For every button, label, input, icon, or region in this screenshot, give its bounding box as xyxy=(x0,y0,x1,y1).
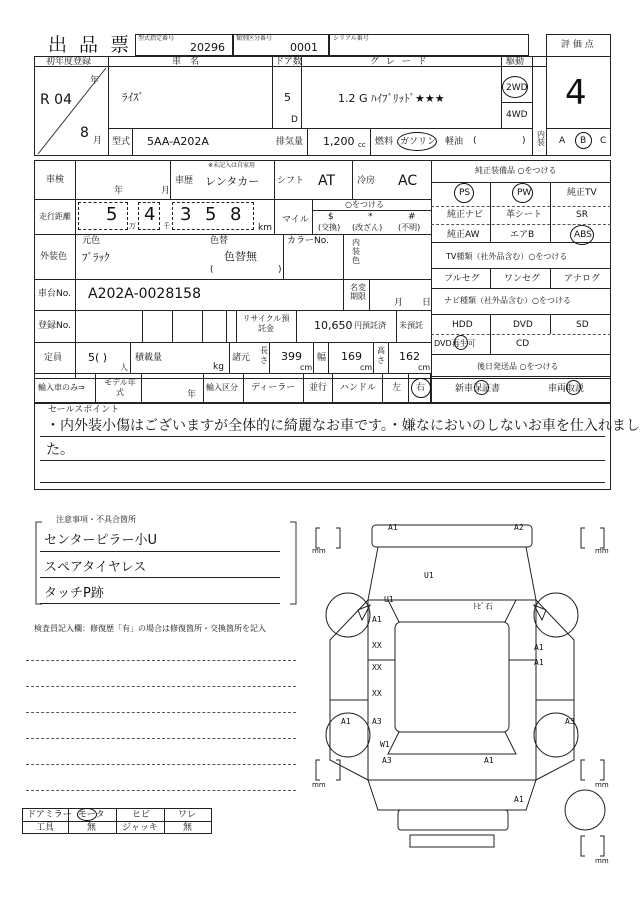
repaint-paren-r: ) xyxy=(278,265,282,275)
equip-pw-circle xyxy=(512,183,533,203)
displacement: 1,200 xyxy=(323,135,355,148)
sales-block xyxy=(34,403,611,490)
class-no: 0001 xyxy=(290,41,318,54)
length-cm: cm xyxy=(300,363,313,372)
name-change-day: 日 xyxy=(422,298,432,308)
navi-sd: SD xyxy=(576,320,589,330)
trunk-shape xyxy=(368,780,536,810)
color-label: 外装色 xyxy=(40,252,68,262)
navi-dvd-play-circle xyxy=(454,335,468,350)
fuel-gasoline: ガソリン xyxy=(400,137,437,147)
mm-label-3: mm xyxy=(312,781,326,789)
acc-broken: ワレ xyxy=(178,810,197,820)
import-dealer: ディーラー xyxy=(251,383,296,393)
inspector-label: 検査員記入欄：修復歴「有」の場合は修復箇所・交換箇所を記入 xyxy=(34,624,266,633)
mm-label-2: mm xyxy=(595,547,609,555)
dims-label: 諸元 xyxy=(232,353,251,363)
capacity-value: 5( ) xyxy=(88,351,108,364)
later-warranty: 新車保証書 xyxy=(455,384,501,394)
mm-label-1: mm xyxy=(312,547,326,555)
later-title: 後日発送品 ○をつける xyxy=(477,362,559,371)
equip-sr: SR xyxy=(576,210,588,220)
acc-tools: 工具 xyxy=(36,823,55,833)
km-unit: km xyxy=(258,223,272,233)
interior-label: 内装 xyxy=(537,130,545,147)
recycle-not: 未預託 xyxy=(399,321,423,330)
width-cm: cm xyxy=(360,363,373,372)
acc-motor-circle xyxy=(77,808,97,821)
door-type: D xyxy=(291,115,298,125)
length-value: 399 xyxy=(281,350,302,363)
grade-value: 4 xyxy=(565,73,587,113)
interior-color-label: 内装色 xyxy=(352,238,360,265)
history-note: ※未記入は自家用 xyxy=(208,162,256,169)
recycle-amount: 10,650 xyxy=(314,319,353,332)
ac-value: AC xyxy=(398,173,418,189)
interior-b: B xyxy=(580,136,587,146)
grade-col-label: グ レ ー ド xyxy=(370,57,429,67)
first-reg-month: 8 xyxy=(80,125,89,141)
serial-label: シリアル番号 xyxy=(333,35,369,42)
acc-door-mirror: ドアミラー xyxy=(27,810,72,820)
odo-exchange: (交換) xyxy=(318,223,341,232)
cc-unit: cc xyxy=(358,141,366,149)
inspection-month-unit: 月 xyxy=(161,186,171,196)
mile-unit: マイル xyxy=(282,215,309,225)
interior-a: A xyxy=(559,136,566,146)
displacement-label: 排気量 xyxy=(276,137,304,147)
recycle-unit: 円預託済 xyxy=(354,321,386,330)
drive-4wd: 4WD xyxy=(506,110,528,120)
sales-line-2: た。 xyxy=(46,442,74,458)
handle-right-circle xyxy=(411,378,431,398)
mark-a1-right-2: A1 xyxy=(534,658,544,667)
handle-left: 左 xyxy=(392,383,402,393)
grade-label: 評 価 点 xyxy=(561,40,594,50)
handle-right: 右 xyxy=(416,383,426,393)
mark-u1-pillar: U1 xyxy=(384,595,394,604)
front-right-wheel xyxy=(534,593,578,637)
form-title: 出 品 票 xyxy=(48,34,133,56)
equip-leather: 革シート xyxy=(506,210,543,220)
drive-label: 駆動 xyxy=(506,57,525,67)
height-cm: cm xyxy=(418,363,431,372)
mark-xx-1: XX xyxy=(372,641,382,650)
person-unit: 人 xyxy=(120,363,128,372)
tv-one-seg: ワンセグ xyxy=(504,274,541,284)
mileage-digit-4: 5 xyxy=(205,204,217,225)
equip-airbag: エアB xyxy=(510,230,535,240)
mark-w1: W1 xyxy=(380,740,390,749)
later-manual: 車両取説 xyxy=(548,384,585,394)
mark-a1-bumper: A1 xyxy=(514,795,524,804)
acc-tools-none: 無 xyxy=(87,823,97,833)
sales-label: セールスポイント xyxy=(48,405,120,415)
mileage-box-1 xyxy=(78,202,128,230)
acc-jack: ジャッキ xyxy=(122,823,158,833)
model-year-label: モデル年式 xyxy=(104,378,136,397)
tv-analog: アナログ xyxy=(564,274,601,284)
first-reg-label: 初年度登録 xyxy=(46,57,92,67)
doors-label: ドア数 xyxy=(275,57,302,67)
tv-title: TV種類（社外品含む）○をつける xyxy=(446,252,568,261)
history-value: レンタカー xyxy=(205,175,260,188)
mm-label-5: mm xyxy=(595,857,609,865)
mark-a3-right: A3 xyxy=(565,717,575,726)
equip-pw: PW xyxy=(517,188,532,198)
navi-dvd: DVD xyxy=(513,320,533,330)
mark-xx-2: XX xyxy=(372,663,382,672)
mark-xx-3: XX xyxy=(372,689,382,698)
equip-std-navi: 純正ナビ xyxy=(447,210,484,220)
odo-hash: # xyxy=(408,212,416,222)
equip-abs: ABS xyxy=(574,230,592,240)
note-item-1: センターピラー小U xyxy=(44,533,157,548)
width-label: 幅 xyxy=(317,353,327,363)
capacity-label: 定員 xyxy=(44,353,63,363)
sales-line-1: ・内外装小傷はございますが全体的に綺麗なお車です。・嫌なにおいのしないお車を仕入れまし xyxy=(46,418,640,434)
mark-a3-left: A3 xyxy=(372,717,382,726)
mark-a1-front: A1 xyxy=(388,523,398,532)
mileage-digit-5: 8 xyxy=(230,204,242,225)
repaint-label: 色替 xyxy=(210,236,229,246)
history-label: 車歴 xyxy=(175,176,194,186)
rear-window-shape xyxy=(388,732,516,754)
mileage-digit-3: 3 xyxy=(180,204,192,225)
reg-no-label: 登録No. xyxy=(38,321,71,331)
inspection-year-unit: 年 xyxy=(114,186,124,196)
import-class-label: 輸入区分 xyxy=(206,383,238,392)
mark-chip: ﾄﾋﾞ石 xyxy=(473,602,493,611)
import-label: 輸入車のみ⇒ xyxy=(38,383,85,392)
equip-ps: PS xyxy=(459,188,471,198)
mark-a1-rear: A1 xyxy=(484,756,494,765)
class-label: 類別区分番号 xyxy=(236,35,273,42)
model-cert-no: 20296 xyxy=(190,41,225,54)
car-name: ﾗｲｽﾞ xyxy=(122,91,144,104)
std-title: 純正装備品 ○をつける xyxy=(475,166,557,175)
fuel-label: 燃料 xyxy=(375,137,394,147)
note-item-3: タッチP跡 xyxy=(44,586,104,601)
roof-shape xyxy=(395,622,509,732)
rear-plate-shape xyxy=(410,835,494,847)
navi-hdd: HDD xyxy=(452,320,473,330)
tv-full-seg: フルセグ xyxy=(444,274,480,284)
grade-name: 1.2 G ﾊｲﾌﾞﾘｯﾄﾞ★★★ xyxy=(338,92,445,105)
model-type: 5AA-A202A xyxy=(147,135,209,148)
shift-value: AT xyxy=(318,173,336,189)
type-label: 型式 xyxy=(112,137,131,147)
model-cert-label: 型式指定番号 xyxy=(138,35,175,42)
inspection-label: 車検 xyxy=(46,175,65,185)
model-year-unit: 年 xyxy=(187,390,197,400)
name-change-label: 名変期限 xyxy=(350,283,366,301)
repaint-paren-l: ( xyxy=(210,265,214,275)
acc-crack: ヒビ xyxy=(132,810,151,820)
mark-a2-front: A2 xyxy=(514,523,524,532)
odo-star: * xyxy=(368,212,373,222)
odo-unknown: (不明) xyxy=(398,223,421,232)
equip-ps-circle xyxy=(454,183,474,203)
later-manual-circle xyxy=(566,380,581,395)
note-item-2: スペアタイヤレス xyxy=(44,560,147,575)
windshield-shape xyxy=(388,600,516,622)
ac-label: 冷房 xyxy=(357,176,376,186)
acc-jack-none: 無 xyxy=(183,823,193,833)
mark-a1-door: A1 xyxy=(372,615,382,624)
length-label: 長さ xyxy=(260,346,268,365)
load-kg: kg xyxy=(213,362,224,372)
car-name-label: 車 名 xyxy=(172,57,200,67)
chassis-no: A202A-0028158 xyxy=(88,286,201,302)
door-count: 5 xyxy=(284,91,291,104)
first-reg-year: R 04 xyxy=(40,92,72,108)
navi-title: ナビ種類（社外品含む）○をつける xyxy=(444,296,571,305)
drive-2wd-circle xyxy=(502,76,528,98)
mark-a1-left: A1 xyxy=(341,717,351,726)
acc-motor: モータ xyxy=(78,810,105,820)
front-left-wheel xyxy=(326,593,370,637)
odo-dollar: $ xyxy=(328,212,334,222)
interior-c: C xyxy=(600,136,607,146)
name-change-month: 月 xyxy=(394,298,404,308)
interior-b-circle xyxy=(575,132,592,149)
width-value: 169 xyxy=(341,350,362,363)
later-warranty-circle xyxy=(474,380,489,395)
mileage-label: 走行距離 xyxy=(39,212,71,221)
fuel-paren-left: ( xyxy=(473,136,477,146)
repaint-value: 色替無 xyxy=(224,250,257,263)
odo-altered: (改ざん) xyxy=(352,223,383,232)
mileage-digit-1: 5 xyxy=(106,204,118,225)
navi-cd: CD xyxy=(516,339,530,349)
hood-shape xyxy=(368,547,536,600)
equip-std-tv: 純正TV xyxy=(567,188,597,198)
odo-circle-note: ○をつける xyxy=(345,200,384,209)
year-unit: 年 xyxy=(90,76,100,86)
fuel-paren-right: ) xyxy=(522,136,526,146)
handle-label: ハンドル xyxy=(340,383,377,393)
mileage-man: 万 xyxy=(129,222,136,230)
color-no-label: カラーNo. xyxy=(287,236,329,246)
fuel-gasoline-circle xyxy=(397,132,437,151)
drive-2wd: 2WD xyxy=(506,83,528,93)
navi-dvd-play: DVD再生可 xyxy=(434,339,476,348)
chassis-label: 車台No. xyxy=(38,289,71,299)
month-unit: 月 xyxy=(93,136,103,146)
import-parallel: 並行 xyxy=(309,383,328,393)
mileage-digit-2: 4 xyxy=(144,204,156,225)
fuel-diesel: 軽油 xyxy=(445,137,464,147)
rear-bumper-shape xyxy=(398,810,508,830)
mark-u1-hood: U1 xyxy=(424,571,434,580)
recycle-label: リサイクル預託金 xyxy=(242,314,290,333)
load-label: 積載量 xyxy=(135,353,163,363)
equip-std-aw: 純正AW xyxy=(447,230,480,240)
car-damage-diagram xyxy=(300,510,620,870)
orig-color: ﾌﾞﾗｯｸ xyxy=(82,251,110,264)
height-label: 高さ xyxy=(377,346,385,365)
spare-wheel xyxy=(565,790,605,830)
mark-a3-rear: A3 xyxy=(382,756,392,765)
mark-a1-right-1: A1 xyxy=(534,643,544,652)
mm-label-4: mm xyxy=(595,781,609,789)
mileage-sen: 千 xyxy=(163,222,170,230)
shift-label: シフト xyxy=(277,176,305,186)
notes-label: 注意事項・不具合箇所 xyxy=(56,515,136,524)
height-value: 162 xyxy=(399,350,420,363)
orig-color-label: 元色 xyxy=(82,236,101,246)
